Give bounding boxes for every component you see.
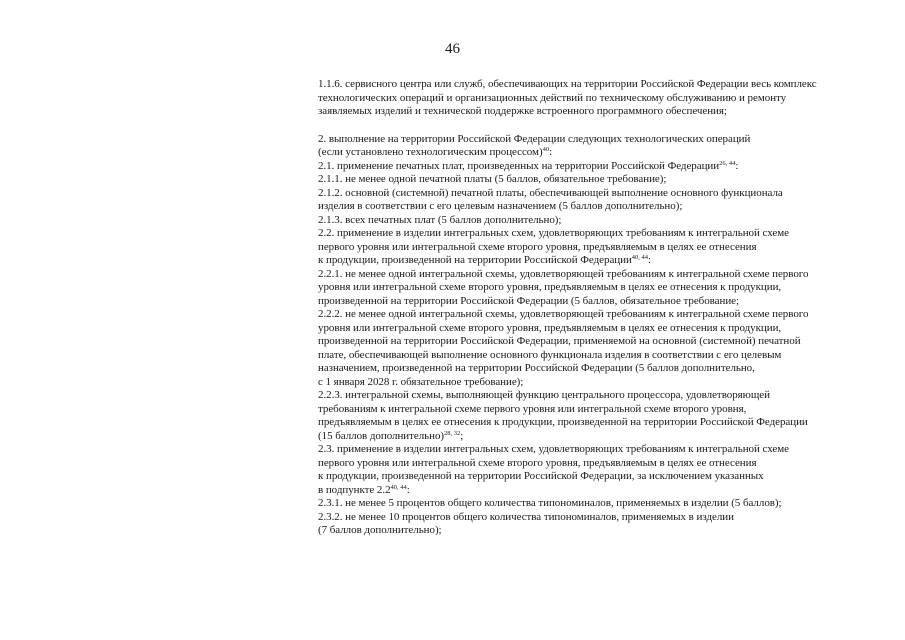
footnote-reference: 28, 32 — [444, 429, 461, 437]
text-line — [318, 78, 888, 92]
text-line — [318, 200, 888, 214]
line-text: 2.3.2. не менее 10 процентов общего количества типономиналов, применяемых в изделии — [318, 510, 734, 523]
line-text: первого уровня или интегральной схеме второго уровня, предъявляемым в целях ее отнесения — [318, 456, 757, 469]
text-line — [318, 416, 888, 430]
line-text: требованиям к интегральной схеме первого уровня или интегральной схеме второго уровня, — [318, 402, 747, 415]
line-punctuation: : — [549, 146, 553, 158]
text-line — [318, 470, 888, 484]
line-text: (15 баллов дополнительно) — [318, 429, 445, 442]
text-line — [318, 214, 888, 228]
line-text: изделия в соответствии с его целевым назначением (5 баллов дополнительно); — [318, 200, 683, 212]
text-line — [318, 443, 888, 457]
text-line — [318, 227, 888, 241]
line-text: 2.1.1. не менее одной печатной платы (5 баллов, обязательное требование); — [318, 173, 667, 185]
line-text: 2.1.2. основной (системной) печатной платы, обеспечивающей выполнение основного функционала — [318, 186, 783, 199]
text-line — [318, 254, 888, 268]
document-paragraph — [318, 497, 888, 511]
footnote-reference: 26, 44 — [719, 159, 736, 167]
line-text: 2.2.1. не менее одной интегральной схемы, удовлетворяющей требованиям к интегральной схеме первого — [318, 267, 809, 280]
line-punctuation: : — [648, 254, 652, 266]
text-line — [318, 457, 888, 471]
line-text: назначением, произведенной на территории Российской Федерации (5 баллов дополнительно, — [318, 362, 755, 374]
text-line — [318, 430, 888, 444]
text-line — [318, 105, 888, 119]
paragraph-spacer — [318, 119, 888, 133]
document-paragraph — [318, 214, 888, 228]
document-paragraph — [318, 308, 888, 389]
document-paragraph — [318, 160, 888, 174]
line-text: заявляемых изделий и технической поддержке встроенного программного обеспечения; — [318, 105, 727, 117]
line-text: предъявляемым в целях ее отнесения к продукции, произведенной на территории Российской Федерации — [318, 416, 808, 428]
line-text: 2. выполнение на территории Российской Федерации следующих технологических операций — [318, 132, 751, 145]
document-paragraph — [318, 443, 888, 497]
line-text: 2.1.3. всех печатных плат (5 баллов дополнительно); — [318, 213, 562, 226]
text-line — [318, 362, 888, 376]
line-text: 2.3. применение в изделии интегральных схем, удовлетворяющих требованиям к интегральной схеме — [318, 443, 789, 455]
text-line — [318, 160, 888, 174]
document-paragraph — [318, 78, 888, 119]
line-text: 2.2.2. не менее одной интегральной схемы, удовлетворяющей требованиям к интегральной схеме первого — [318, 308, 809, 320]
text-line — [318, 308, 888, 322]
document-paragraph — [318, 227, 888, 268]
line-text: 2.3.1. не менее 5 процентов общего количества типономиналов, применяемых в изделии (5 баллов); — [318, 497, 782, 509]
line-text: произведенной на территории Российской Федерации (5 баллов, обязательное требование; — [318, 294, 740, 307]
text-line — [318, 389, 888, 403]
line-text: плате, обеспечивающей выполнение основного функционала изделия в соответствии с его целевым — [318, 348, 782, 361]
text-line — [318, 268, 888, 282]
text-line — [318, 322, 888, 336]
text-line — [318, 241, 888, 255]
line-text: (7 баллов дополнительно); — [318, 524, 442, 536]
line-text: 1.1.6. сервисного центра или служб, обеспечивающих на территории Российской Федерации весь комплекс — [318, 78, 817, 90]
line-text: технологических операций и организационных действий по техническому обслуживанию и ремонту — [318, 91, 787, 104]
line-text: (если установлено технологическим процессом) — [318, 146, 543, 158]
text-line — [318, 335, 888, 349]
text-line — [318, 511, 888, 525]
footnote-reference: 40, 44 — [631, 254, 649, 261]
line-punctuation: : — [406, 483, 410, 496]
page-number: 46 — [445, 41, 460, 57]
line-text: к продукции, произведенной на территории Российской Федерации — [318, 254, 632, 266]
line-text: с 1 января 2028 г. обязательное требование); — [318, 375, 524, 388]
document-paragraph — [318, 173, 888, 187]
line-text: первого уровня или интегральной схеме второго уровня, предъявляемым в целях ее отнесения — [318, 240, 757, 253]
text-line — [318, 281, 888, 295]
document-body — [318, 78, 888, 538]
text-line — [318, 173, 888, 187]
line-text: 2.2.3. интегральной схемы, выполняющей функцию центрального процессора, удовлетворяющей — [318, 389, 770, 401]
document-paragraph — [318, 187, 888, 214]
document-paragraph — [318, 511, 888, 538]
line-text: 2.2. применение в изделии интегральных схем, удовлетворяющих требованиям к интегральной схеме — [318, 227, 789, 239]
footnote-reference: 40, 44 — [390, 483, 407, 491]
text-line — [318, 92, 888, 106]
text-line — [318, 295, 888, 309]
text-line — [318, 349, 888, 363]
text-line — [318, 187, 888, 201]
text-line — [318, 524, 888, 538]
document-paragraph — [318, 133, 888, 160]
footnote-reference: 40 — [542, 146, 550, 153]
line-text: к продукции, произведенной на территории Российской Федерации, за исключением указанных — [318, 470, 764, 482]
text-line — [318, 146, 888, 160]
text-line — [318, 403, 888, 417]
document-paragraph — [318, 268, 888, 309]
line-text: уровня или интегральной схеме второго уровня, предъявляемым в целях ее отнесения к продукции, — [318, 281, 782, 293]
line-text: 2.1. применение печатных плат, произведенных на территории Российской Федерации — [318, 159, 720, 172]
document-paragraph — [318, 389, 888, 443]
line-text: уровня или интегральной схеме второго уровня, предъявляемым в целях ее отнесения к продукции, — [318, 321, 782, 334]
line-punctuation: ; — [460, 429, 464, 442]
text-line — [318, 497, 888, 511]
line-punctuation: : — [735, 159, 739, 172]
text-line — [318, 376, 888, 390]
text-line — [318, 484, 888, 498]
line-text: произведенной на территории Российской Федерации, применяемой на основной (системной) печатной — [318, 335, 801, 347]
line-text: в подпункте 2.2 — [318, 483, 391, 496]
text-line — [318, 133, 888, 147]
